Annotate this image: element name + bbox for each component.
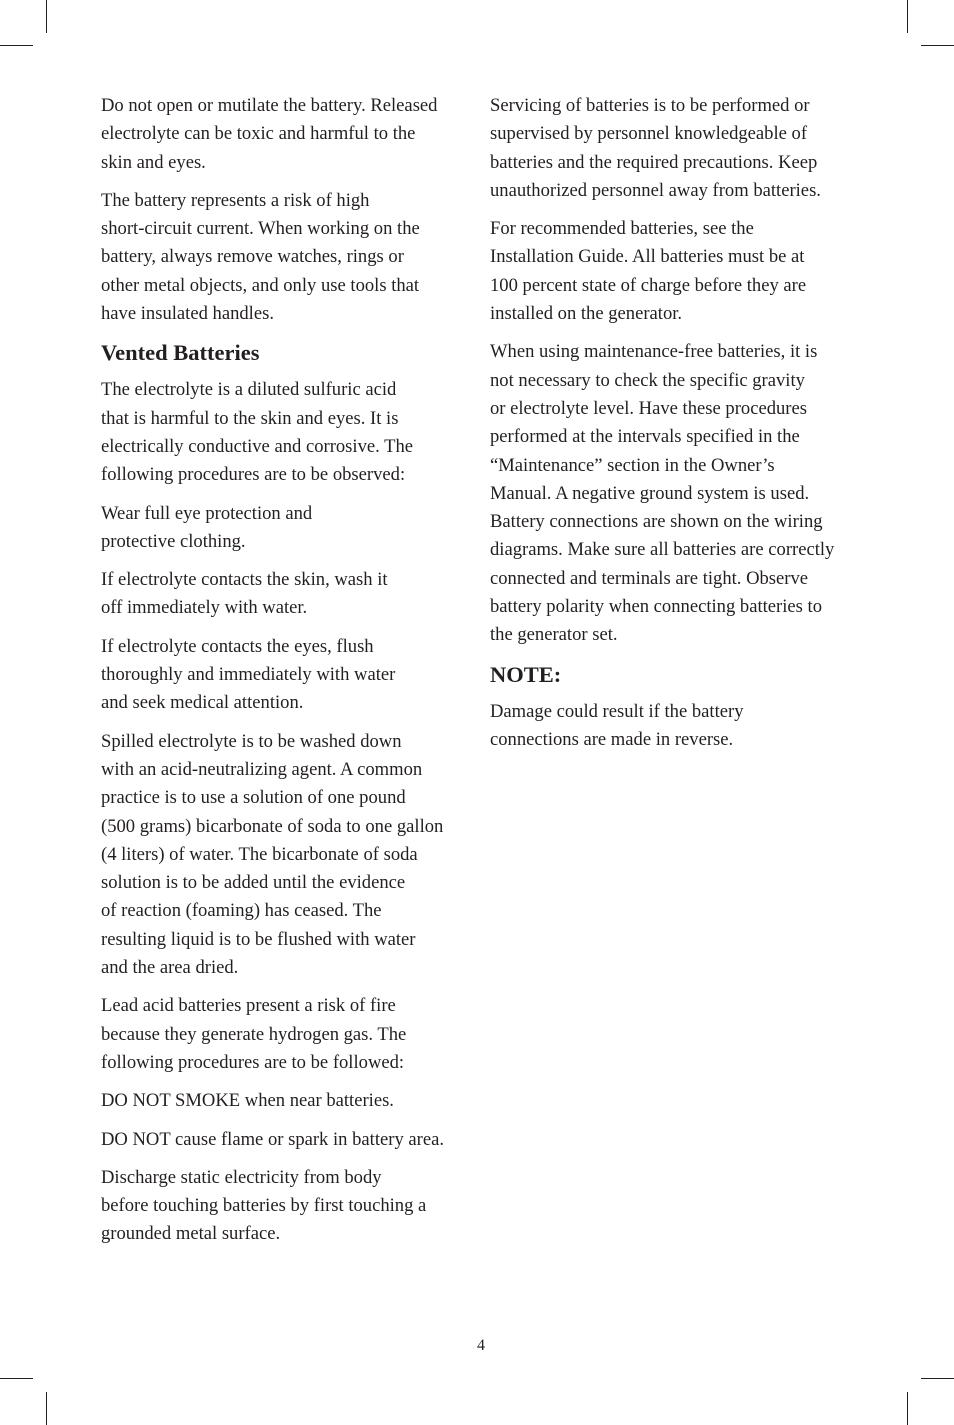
crop-mark-bottom-right-vertical [907, 1392, 908, 1425]
paragraph-static-discharge: Discharge static electricity from body before touching batteries by first touching a grounded metal surface. [101, 1166, 427, 1245]
paragraph-no-smoke: DO NOT SMOKE when near batteries. [101, 1090, 394, 1112]
crop-mark-top-right-horizontal [921, 45, 954, 46]
left-column [101, 92, 466, 1259]
crop-mark-bottom-right-horizontal [921, 1378, 954, 1379]
crop-mark-top-left-vertical [46, 0, 47, 33]
paragraph-electrolyte: The electrolyte is a diluted sulfuric acid that is harmful to the skin and eyes. It is electrically conductive and corrosive. The following procedures are to be observed: [101, 379, 413, 486]
note-text: Damage could result if the battery connections are made in reverse. [490, 700, 744, 750]
paragraph-fire-risk: Lead acid batteries present a risk of fire because they generate hydrogen gas. The following procedures are to be followed: [101, 995, 407, 1073]
section-heading-vented-batteries: Vented Batteries [101, 340, 260, 366]
paragraph-maintenance-free: When using maintenance-free batteries, it is not necessary to check the specific gravity or electrolyte level. Have these procedures performed at the intervals specified in the “Maintenance” section in the Owner’s Manual. A negative ground system is used. Battery connections are shown on the wiring diagrams. Make sure all batteries are correctly connected and terminals are tight. Observe battery polarity when connecting batteries to the generator set. [490, 341, 835, 646]
right-column [490, 92, 858, 764]
page-number: 4 [477, 1337, 485, 1354]
paragraph-do-not-open: Do not open or mutilate the battery. Released electrolyte can be toxic and harmful to the skin and eyes. [101, 95, 438, 173]
paragraph-short-circuit-risk: The battery represents a risk of high short-circuit current. When working on the battery, always remove watches, rings or other metal objects, and only use tools that have insulated handles. [101, 189, 420, 325]
crop-mark-bottom-left-vertical [46, 1392, 47, 1425]
crop-mark-bottom-left-horizontal [0, 1378, 33, 1379]
paragraph-servicing: Servicing of batteries is to be performed or supervised by personnel knowledgeable of batteries and the required precautions. Keep unauthorized personnel away from batteries. [490, 95, 821, 201]
note-heading: NOTE: [490, 661, 562, 687]
paragraph-no-flame: DO NOT cause flame or spark in battery area. [101, 1128, 444, 1150]
paragraph-spilled-electrolyte: Spilled electrolyte is to be washed down with an acid-neutralizing agent. A common practice is to use a solution of one pound (500 grams) bicarbonate of soda to one gallon (4 liters) of water. The bicarbonate of soda solution is to be added until the evidence of reaction (foaming) has ceased. The resulting liquid is to be flushed with water and the area dried. [101, 730, 444, 979]
crop-mark-top-right-vertical [907, 0, 908, 33]
paragraph-eye-contact: If electrolyte contacts the eyes, flush thoroughly and immediately with water and seek medical attention. [101, 635, 396, 714]
paragraph-eye-protection: Wear full eye protection and protective clothing. [101, 502, 313, 552]
paragraph-recommended-batteries: For recommended batteries, see the Installation Guide. All batteries must be at 100 percent state of charge before they are installed on the generator. [490, 218, 807, 325]
crop-mark-top-left-horizontal [0, 45, 33, 46]
paragraph-skin-contact: If electrolyte contacts the skin, wash it off immediately with water. [101, 569, 388, 619]
